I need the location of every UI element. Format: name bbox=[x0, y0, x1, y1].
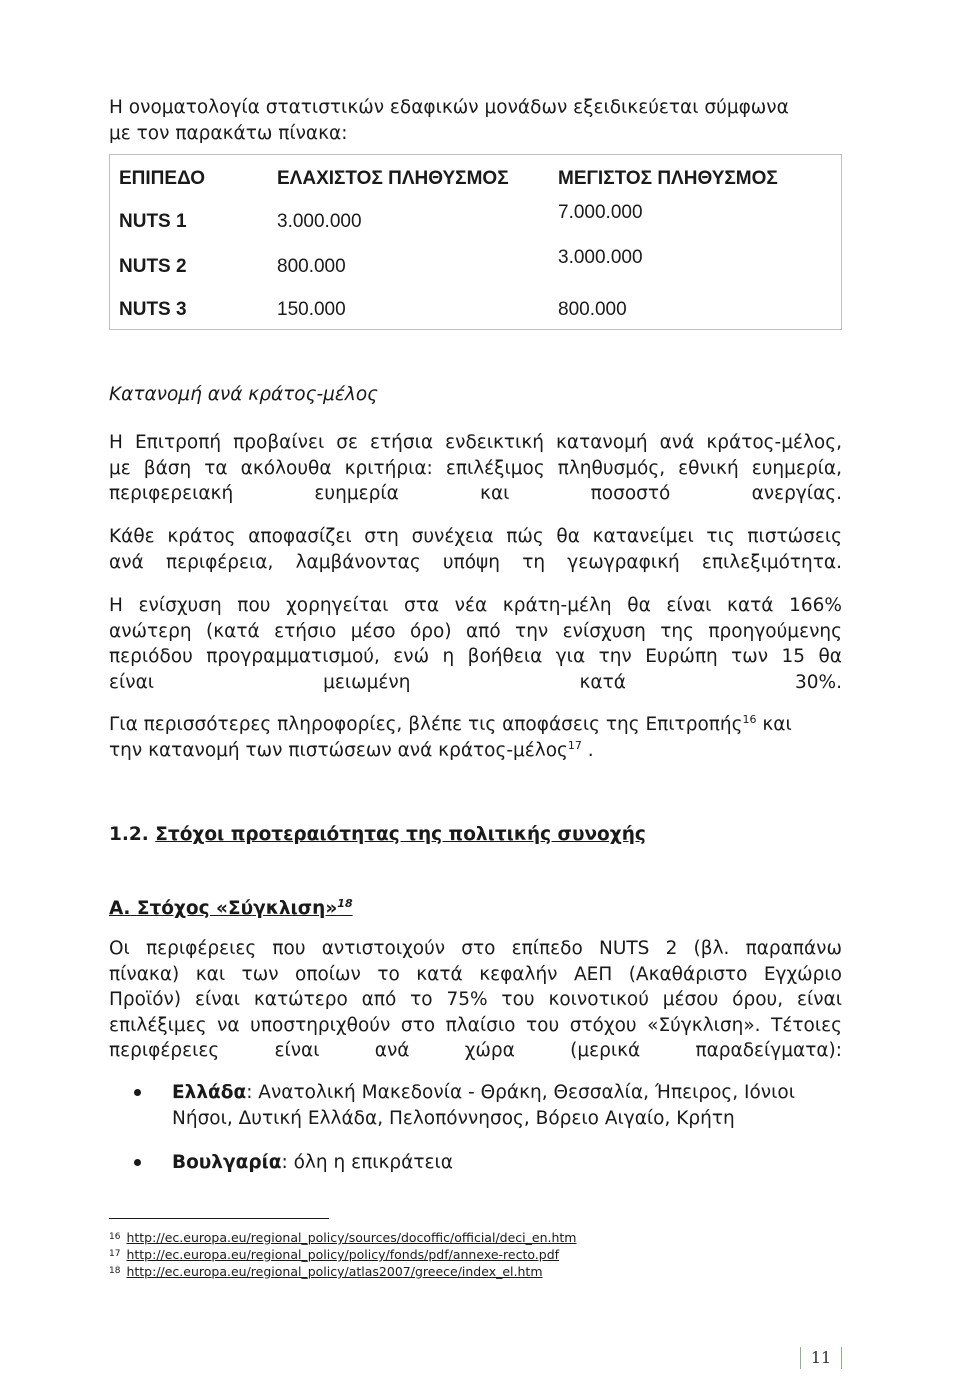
footnote-ref-16: 16 bbox=[742, 712, 757, 726]
allocation-paragraph-2 bbox=[109, 524, 842, 575]
text-line: ανά περιφέρεια, λαμβάνοντας υπόψη τη γεωγραφική επιλεξιμότητα. bbox=[109, 551, 842, 573]
table-cell-min: 150.000 bbox=[277, 299, 346, 320]
table-cell-level: NUTS 3 bbox=[119, 299, 187, 320]
text-line: με βάση τα ακόλουθα κριτήρια: επιλέξιμος πληθυσμός, εθνική ευημερία, bbox=[109, 457, 842, 479]
text-line: Οι περιφέρειες που αντιστοιχούν στο επίπεδο NUTS 2 (βλ. παραπάνω bbox=[109, 938, 842, 959]
text-line bbox=[172, 1080, 842, 1106]
table-header-level: ΕΠΙΠΕΔΟ bbox=[119, 168, 205, 189]
footnote-18 bbox=[109, 1263, 543, 1280]
footnote-ref-18: 18 bbox=[337, 896, 353, 910]
text-line: Νήσοι, Δυτική Ελλάδα, Πελοπόννησος, Βόρειο Αιγαίο, Κρήτη bbox=[172, 1107, 735, 1129]
table-cell-max: 7.000.000 bbox=[558, 202, 643, 223]
convergence-paragraph bbox=[109, 936, 842, 1064]
text-fragment: και bbox=[756, 714, 792, 735]
text-fragment: : Ανατολική Μακεδονία - Θράκη, Θεσσαλία, Ήπειρος, Ιόνιοι bbox=[246, 1082, 795, 1103]
table-header-max: ΜΕΓΙΣΤΟΣ ΠΛΗΘΥΣΜΟΣ bbox=[558, 168, 778, 189]
footnote-number: 17 bbox=[109, 1249, 121, 1259]
footnote-separator bbox=[109, 1218, 329, 1219]
allocation-heading: Κατανομή ανά κράτος-μέλος bbox=[109, 384, 379, 405]
text-line: επιλέξιμες να υποστηριχθούν στο πλαίσιο του στόχου «Σύγκλιση». Τέτοιες bbox=[109, 1014, 842, 1036]
footnote-17 bbox=[109, 1246, 559, 1263]
footnote-link[interactable]: http://ec.europa.eu/regional_policy/atlas2007/greece/index_el.htm bbox=[126, 1264, 543, 1279]
list-item bbox=[172, 1080, 842, 1131]
section-title: Στόχοι προτεραιότητας της πολιτικής συνοχής bbox=[155, 824, 646, 845]
text-line bbox=[109, 712, 842, 738]
text-line: πίνακα) και των οποίων το κατά κεφαλήν ΑΕΠ (Ακαθάριστο Εγχώριο bbox=[109, 963, 842, 985]
text-fragment: Για περισσότερες πληροφορίες, βλέπε τις αποφάσεις της Επιτροπής bbox=[109, 714, 743, 735]
text-line: Η Επιτροπή προβαίνει σε ετήσια ενδεικτική κατανομή ανά κράτος-μέλος, bbox=[109, 432, 842, 453]
text-fragment: : όλη η επικράτεια bbox=[281, 1152, 453, 1173]
text-line: περιόδου προγραμματισμού, ενώ η βοήθεια για την Ευρώπη των 15 θα bbox=[109, 646, 842, 667]
text-line: περιφερειακή ευημερία και ποσοστό ανεργίας. bbox=[109, 483, 842, 504]
table-cell-level: NUTS 2 bbox=[119, 256, 187, 277]
page-number: 11 bbox=[800, 1347, 842, 1369]
footnote-link[interactable]: http://ec.europa.eu/regional_policy/policy/fonds/pdf/annexe-recto.pdf bbox=[126, 1247, 560, 1262]
bullet-dot bbox=[134, 1089, 141, 1096]
text-line: είναι μειωμένη κατά 30%. bbox=[109, 671, 842, 693]
text-line: Η ενίσχυση που χορηγείται στα νέα κράτη-μέλη θα είναι κατά 166% bbox=[109, 595, 842, 616]
table-cell-min: 3.000.000 bbox=[277, 211, 362, 232]
footnote-link[interactable]: http://ec.europa.eu/regional_policy/sources/docoffic/official/deci_en.htm bbox=[126, 1230, 577, 1245]
allocation-paragraph-1 bbox=[109, 430, 842, 507]
subsection-heading bbox=[109, 898, 353, 919]
table-cell-min: 800.000 bbox=[277, 256, 346, 277]
footnote-number: 16 bbox=[109, 1232, 121, 1242]
table-cell-max: 3.000.000 bbox=[558, 247, 643, 268]
text-line bbox=[172, 1150, 842, 1176]
bullet-dot bbox=[134, 1159, 141, 1166]
footnote-number: 18 bbox=[109, 1266, 121, 1276]
subsection-title: Στόχος «Σύγκλιση» bbox=[136, 898, 338, 919]
allocation-paragraph-3 bbox=[109, 593, 842, 695]
text-fragment: . bbox=[581, 739, 594, 761]
bullet-country: Βουλγαρία bbox=[172, 1152, 282, 1173]
table-cell-level: NUTS 1 bbox=[119, 211, 187, 232]
table-cell-max: 800.000 bbox=[558, 299, 627, 320]
section-number: 1.2. bbox=[109, 824, 149, 845]
subsection-number: Α. bbox=[109, 898, 131, 919]
section-heading bbox=[109, 824, 646, 845]
allocation-paragraph-4 bbox=[109, 712, 842, 763]
footnote-16 bbox=[109, 1229, 576, 1246]
intro-line: Η ονοματολογία στατιστικών εδαφικών μονάδων εξειδικεύεται σύμφωνα bbox=[109, 97, 789, 118]
text-fragment: την κατανομή των πιστώσεων ανά κράτος-μέλος bbox=[109, 739, 568, 761]
text-line: Προϊόν) είναι κατώτερο από το 75% του κοινοτικού μέσου όρου, είναι bbox=[109, 989, 842, 1010]
intro-line: με τον παρακάτω πίνακα: bbox=[109, 122, 348, 144]
nuts-table bbox=[109, 154, 842, 330]
text-line: περιφέρειες είναι ανά χώρα (μερικά παραδείγματα): bbox=[109, 1040, 842, 1061]
bullet-country: Ελλάδα bbox=[172, 1082, 247, 1103]
list-item bbox=[172, 1150, 842, 1176]
text-line: Κάθε κράτος αποφασίζει στη συνέχεια πώς θα κατανείμει τις πιστώσεις bbox=[109, 526, 842, 547]
table-header-min: ΕΛΑΧΙΣΤΟΣ ΠΛΗΘΥΣΜΟΣ bbox=[277, 168, 509, 189]
text-line: ανώτερη (κατά ετήσιο μέσο όρο) από την ενίσχυση της προηγούμενης bbox=[109, 620, 842, 642]
text-line bbox=[109, 738, 842, 764]
intro-paragraph bbox=[109, 95, 842, 146]
footnote-ref-17: 17 bbox=[567, 738, 582, 752]
